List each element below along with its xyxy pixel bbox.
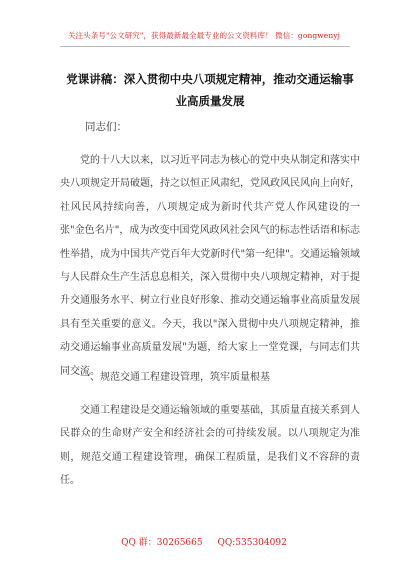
body-paragraph-2: 交通工程建设是交通运输领域的重要基础，其质量直接关系到人民群众的生命财产安全和经济社会的可持续发展。以八项规定为准则，规范交通工程建设管理，确保工程质量，是我们义不容辞的责任。 xyxy=(60,405,360,487)
title-line-2: 业高质量发展 xyxy=(175,94,245,108)
title-line-1: 党课讲稿：深入贯彻中央八项规定精神，推动交通运输事 xyxy=(66,72,354,86)
footer-qq: QQ:535304092 xyxy=(217,538,287,548)
section-heading-1: 一、规范交通工程建设管理，筑牢质量根基 xyxy=(80,372,270,383)
salutation: 同志们： xyxy=(85,121,127,133)
footer-qq-group: QQ 群：30265665 xyxy=(121,538,203,548)
footer-contact xyxy=(0,535,408,548)
body-paragraph-1: 党的十八大以来，以习近平同志为核心的党中央从制定和落实中央八项规定开局破题，持之以恒正风肃纪，党风政风民风向上向好，社风民风持续向善，八项规定成为新时代共产党人作风建设的一张"金色名片"，成为改变中国党风政风社会风气的标志性话语和标志性举措，成为中国共产党百年大党新时代"第一纪律"。交通运输领域与人民群众生产生活息息相关，深入贯彻中央八项规定精神，对于提升交通服务水平、树立行业良好形象、推动交通运输事业高质量发展具有至关重要的意义。今天，我以"深入贯彻中央八项规定精神，推动交通运输事业高质量发展"为题，给大家上一堂党课，与同志们共同交流。 xyxy=(60,155,360,377)
header-divider xyxy=(60,46,350,47)
document-title xyxy=(60,68,360,112)
header-promo-note: 关注头条号"公文研究"，获得最新最全最专业的公文资料库！ 微信：gongwenyj xyxy=(67,31,341,40)
